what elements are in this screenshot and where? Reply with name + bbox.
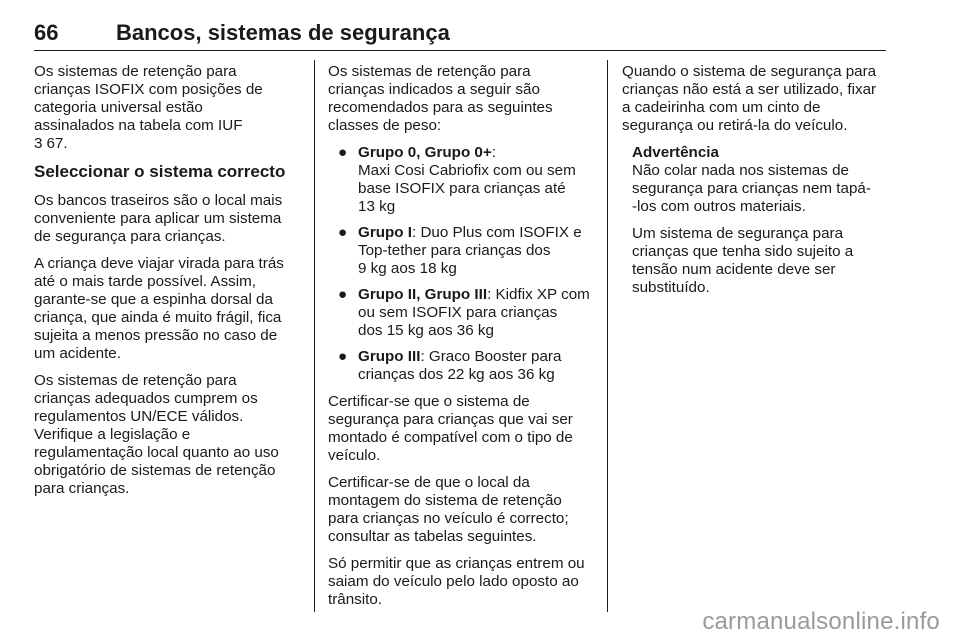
paragraph: [632, 225, 888, 297]
text-line: Quando o sistema de segurança para: [622, 63, 877, 80]
text-line: consultar as tabelas seguintes.: [328, 528, 537, 545]
paragraph: [34, 255, 302, 363]
column-divider-1: [314, 60, 315, 612]
list-item: [328, 286, 594, 340]
text-line: criança, que ainda é muito frágil, fica: [34, 309, 282, 326]
cross-reference-arrow-icon: 3: [34, 135, 43, 152]
section-heading: Seleccionar o sistema correcto: [34, 162, 286, 181]
text-line: regulamentação local quanto ao uso: [34, 444, 279, 461]
text-line: dos 15 kg aos 36 kg: [358, 322, 494, 339]
text-line: para crianças.: [34, 480, 130, 497]
list-item: [328, 224, 594, 278]
text-line: segurança para crianças nem tapá-: [632, 180, 871, 197]
bullet-icon: ●: [338, 348, 348, 365]
text-line: Os bancos traseiros são o local mais: [34, 192, 283, 209]
text-line: classes de peso:: [328, 117, 442, 134]
paragraph: [328, 393, 594, 465]
paragraph: [632, 162, 888, 216]
bullet-icon: ●: [338, 144, 348, 161]
text-line: recomendados para as seguintes: [328, 99, 553, 116]
cross-reference-link[interactable]: [34, 135, 302, 153]
text-line: 13 kg: [358, 198, 396, 215]
text-line: crianças que tenha sido sujeito a: [632, 243, 854, 260]
text-line: 9 kg aos 18 kg: [358, 260, 457, 277]
text-line: segurança para crianças que vai ser: [328, 411, 573, 428]
bullet-icon: ●: [338, 286, 348, 303]
text-line: substituído.: [632, 279, 710, 296]
text-line: Os sistemas de retenção para: [34, 372, 237, 389]
list-item-term: Grupo I: [358, 224, 412, 241]
text-line: garante-se que a espinha dorsal da: [34, 291, 273, 308]
text-line: de segurança para crianças.: [34, 228, 226, 245]
column-2: [328, 63, 594, 618]
list-item-text: : Duo Plus com ISOFIX e: [412, 224, 582, 241]
list-item-text: :: [491, 144, 496, 161]
text-line: obrigatório de sistemas de retenção: [34, 462, 276, 479]
text-line: crianças adequados cumprem os: [34, 390, 258, 407]
list-item-text: : Graco Booster para: [420, 348, 562, 365]
bullet-icon: ●: [338, 224, 348, 241]
column-divider-2: [607, 60, 608, 612]
list-item: [328, 144, 594, 216]
paragraph: [328, 63, 594, 135]
text-line: categoria universal estão: [34, 99, 203, 116]
text-line: tensão num acidente deve ser: [632, 261, 836, 278]
text-line: crianças dos 22 kg aos 36 kg: [358, 366, 555, 383]
weight-class-list: [328, 144, 594, 384]
list-item-term: Grupo II, Grupo III: [358, 286, 488, 303]
text-line: veículo.: [328, 447, 381, 464]
list-item-term: Grupo III: [358, 348, 421, 365]
watermark-text: carmanualsonline.info: [702, 608, 940, 635]
text-line: sujeita a menos pressão no caso de: [34, 327, 278, 344]
text-line: base ISOFIX para crianças até: [358, 180, 566, 197]
header-rule: [34, 50, 886, 51]
text-line: Maxi Cosi Cabriofix com ou sem: [358, 162, 576, 179]
text-line: Certificar-se que o sistema de: [328, 393, 530, 410]
text-line: Um sistema de segurança para: [632, 225, 844, 242]
text-line: conveniente para aplicar um sistema: [34, 210, 282, 227]
text-line: ou sem ISOFIX para crianças: [358, 304, 558, 321]
text-line: um acidente.: [34, 345, 121, 362]
paragraph: [34, 372, 302, 498]
paragraph: [622, 63, 888, 135]
column-3: [622, 63, 888, 306]
list-item-text: : Kidfix XP com: [487, 286, 590, 303]
list-item: [328, 348, 594, 384]
text-line: para crianças no veículo é correcto;: [328, 510, 569, 527]
text-line: Só permitir que as crianças entrem ou: [328, 555, 585, 572]
text-line: a cadeirinha com um cinto de: [622, 99, 821, 116]
text-line: segurança ou retirá-la do veículo.: [622, 117, 848, 134]
text-line: crianças indicados a seguir são: [328, 81, 540, 98]
text-line: Não colar nada nos sistemas de: [632, 162, 849, 179]
text-line: montado é compatível com o tipo de: [328, 429, 573, 446]
text-line: montagem do sistema de retenção: [328, 492, 562, 509]
text-line: saiam do veículo pelo lado oposto ao: [328, 573, 579, 590]
warning-box: [622, 144, 888, 297]
text-line: -los com outros materiais.: [632, 198, 806, 215]
text-line: Certificar-se de que o local da: [328, 474, 530, 491]
text-line: assinalados na tabela com IUF: [34, 117, 243, 134]
paragraph: [328, 474, 594, 546]
page-number: 66: [34, 20, 59, 45]
text-line: até o mais tarde possível. Assim,: [34, 273, 256, 290]
text-line: Top-tether para crianças dos: [358, 242, 551, 259]
text-line: Verifique a legislação e: [34, 426, 191, 443]
list-item-term: Grupo 0, Grupo 0+: [358, 144, 492, 161]
text-line: crianças ISOFIX com posições de: [34, 81, 263, 98]
paragraph-isofix-intro: [34, 63, 302, 153]
cross-reference-page: 67.: [46, 135, 68, 152]
text-line: A criança deve viajar virada para trás: [34, 255, 284, 272]
warning-title: Advertência: [632, 144, 719, 161]
chapter-title: Bancos, sistemas de segurança: [116, 20, 450, 45]
paragraph: [34, 192, 302, 246]
paragraph: [328, 555, 594, 609]
text-line: crianças não está a ser utilizado, fixar: [622, 81, 877, 98]
text-line: Os sistemas de retenção para: [328, 63, 531, 80]
column-1: [34, 63, 302, 507]
text-line: Os sistemas de retenção para: [34, 63, 237, 80]
text-line: regulamentos UN/ECE válidos.: [34, 408, 244, 425]
text-line: trânsito.: [328, 591, 383, 608]
